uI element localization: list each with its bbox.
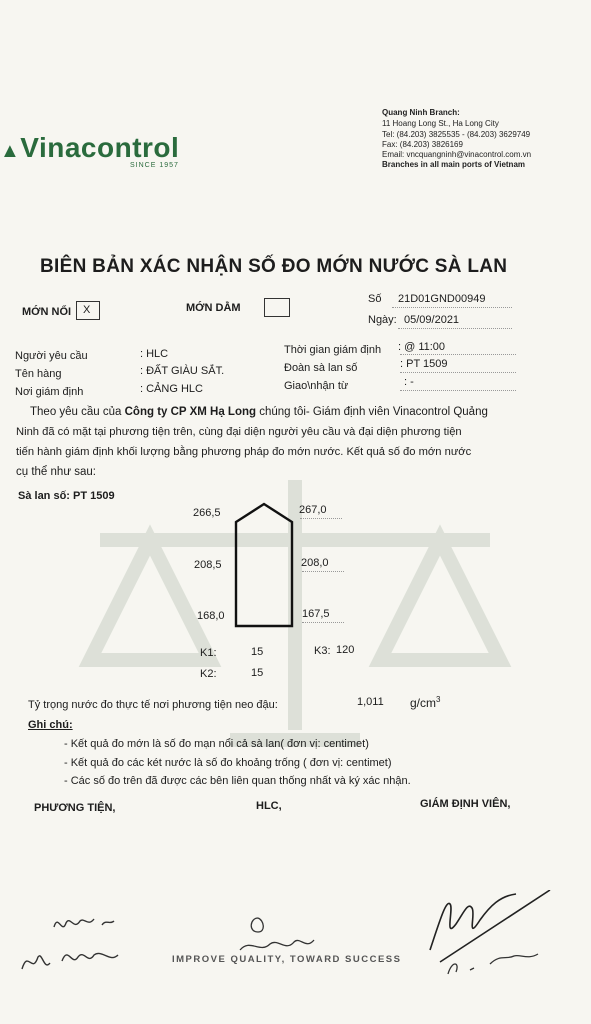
draft-mid-port: 208,5 xyxy=(194,559,222,571)
loaded-draft-label: MỚN DẰM xyxy=(186,302,241,314)
document-title: BIÊN BẢN XÁC NHẬN SỐ ĐO MỚN NƯỚC SÀ LAN xyxy=(40,256,508,277)
signature-surveyor-heading: GIÁM ĐỊNH VIÊN, xyxy=(420,798,511,810)
goods-value: : ĐẤT GIÀU SẮT. xyxy=(140,365,225,377)
mid-stbd-underline xyxy=(302,571,344,572)
branch-fax: Fax: (84.203) 3826169 xyxy=(382,140,463,149)
date-label: Ngày: xyxy=(368,314,397,326)
paragraph-line-3: tiến hành giám định khối lượng bằng phương pháp đo mớn nước. Kết quả số đo mớn nước xyxy=(16,446,472,458)
date-value: 05/09/2021 xyxy=(404,314,460,326)
paragraph-line-4: cụ thể như sau: xyxy=(16,466,96,478)
barge-number: Sà lan số: PT 1509 xyxy=(18,490,115,502)
vessel-signature-icon xyxy=(14,905,144,985)
k1-value: 15 xyxy=(251,646,264,658)
branch-name: Quang Ninh Branch: xyxy=(382,108,460,117)
delivery-underline xyxy=(400,390,516,391)
draft-forward-starboard: 267,0 xyxy=(299,504,327,516)
branch-email: Email: vncquangninh@vinacontrol.com.vn xyxy=(382,150,532,159)
branch-address: 11 Hoang Long St., Ha Long City xyxy=(382,119,499,128)
light-draft-label: MỚN NỔI xyxy=(22,306,72,318)
note-item-1: - Kết quả đo mớn là số đo mạn nổi cả sà lan( đơn vị: centimet) xyxy=(64,738,369,750)
company-name: Công ty CP XM Hạ Long xyxy=(124,406,257,418)
aft-stbd-underline xyxy=(302,622,344,623)
density-unit xyxy=(410,695,440,710)
k2-value: 15 xyxy=(251,667,264,679)
barge-fleet-underline xyxy=(400,372,516,373)
delivery-value: : - xyxy=(404,376,414,388)
date-underline xyxy=(398,328,512,329)
branch-ports: Branches in all main ports of Vietnam xyxy=(382,160,525,169)
footer-slogan: IMPROVE QUALITY, TOWARD SUCCESS xyxy=(172,954,402,965)
logo-text: Vinacontrol xyxy=(20,132,180,163)
light-draft-mark: X xyxy=(83,304,91,316)
goods-label: Tên hàng xyxy=(15,368,62,380)
requester-value: : HLC xyxy=(140,348,169,360)
paragraph-line-2: Ninh đã có mặt tại phương tiện trên, cùng đại diện người yêu cầu và đại diện phương tiện xyxy=(16,426,462,438)
draft-forward-port: 266,5 xyxy=(193,507,221,519)
draft-aft-starboard: 167,5 xyxy=(302,608,330,620)
survey-time-label: Thời gian giám định xyxy=(284,344,382,356)
paragraph-line-1 xyxy=(30,402,488,423)
requester-label: Người yêu cầu xyxy=(15,350,88,362)
barge-fleet-value: : PT 1509 xyxy=(400,358,448,370)
k2-label: K2: xyxy=(200,668,217,680)
fwd-stbd-underline xyxy=(300,518,342,519)
barge-outline-icon xyxy=(230,500,300,630)
light-draft-checkbox xyxy=(76,301,100,320)
survey-time-value: : @ 11:00 xyxy=(398,341,446,353)
paragraph-line1-rest: chúng tôi- Giám định viên Vinacontrol Quảng xyxy=(256,406,488,418)
barge-fleet-label: Đoàn sà lan số xyxy=(284,362,358,374)
draft-aft-port: 168,0 xyxy=(197,610,225,622)
notes-title: Ghi chú: xyxy=(28,719,73,731)
so-value: 21D01GND00949 xyxy=(398,293,486,305)
note-item-2: - Kết quả đo các két nước là số đo khoảng trống ( đơn vị: centimet) xyxy=(64,757,392,769)
place-label: Nơi giám định xyxy=(15,386,84,398)
paragraph-intro: Theo yêu cầu của xyxy=(30,406,125,418)
signature-vessel-heading: PHƯƠNG TIỆN, xyxy=(34,802,116,814)
delivery-label: Giao\nhận từ xyxy=(284,380,349,392)
density-unit-text: g/cm xyxy=(410,696,437,710)
branch-tel: Tel: (84.203) 3825535 - (84.203) 3629749 xyxy=(382,130,531,139)
draft-mid-starboard: 208,0 xyxy=(301,557,329,569)
survey-time-underline xyxy=(400,354,516,355)
surveyor-signature-icon xyxy=(420,890,560,980)
signature-hlc-heading: HLC, xyxy=(256,800,282,812)
density-unit-sup: 3 xyxy=(436,695,441,704)
note-item-3: - Các số đo trên đã được các bên liên quan thống nhất và ký xác nhận. xyxy=(64,775,411,787)
k1-label: K1: xyxy=(200,647,217,659)
company-logo xyxy=(0,132,179,164)
density-label: Tỷ trọng nước đo thực tế nơi phương tiện neo đậu: xyxy=(28,699,278,711)
loaded-draft-checkbox xyxy=(264,298,290,317)
density-value: 1,011 xyxy=(357,696,384,708)
logo-since: SINCE 1957 xyxy=(130,162,179,169)
k3-value: 120 xyxy=(336,644,355,656)
so-underline xyxy=(392,307,512,308)
so-label: Số xyxy=(368,293,382,305)
k3-label: K3: xyxy=(314,645,331,657)
place-value: : CẢNG HLC xyxy=(140,383,203,395)
logo-triangle-icon: ▲ xyxy=(0,140,21,162)
